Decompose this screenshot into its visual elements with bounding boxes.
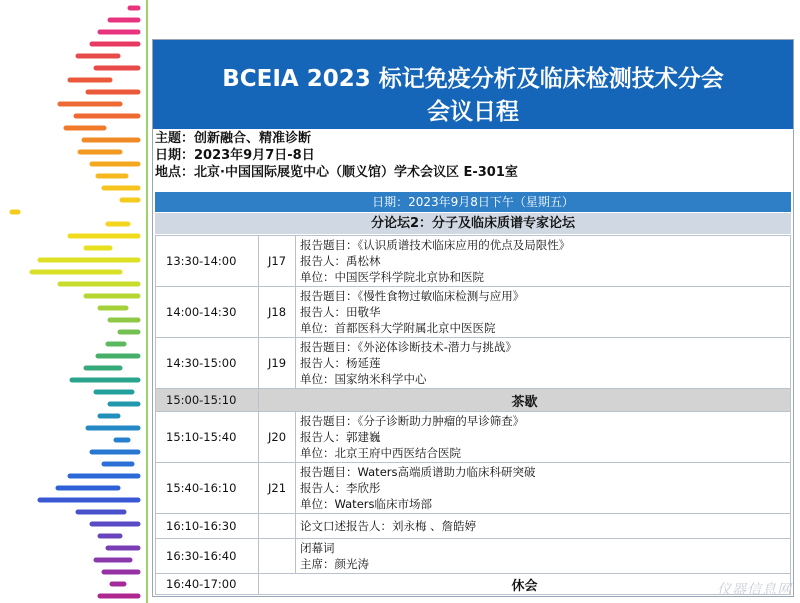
talk-speaker: 报告人：郭建巍 [300,430,381,444]
time-cell: 14:30-15:00 [156,338,259,389]
detail-cell [296,236,791,287]
watermark-logo: 仪器信息网 [717,582,792,598]
adjourn-label: 休会 [259,574,791,595]
time-cell: 15:40-16:10 [156,463,259,514]
detail-cell [296,287,791,338]
closing-chair: 主席：颜光涛 [300,557,369,571]
oral-report-row [156,514,791,539]
venue-line: 地点：北京·中国国际展览中心（顺义馆）学术会议区 E-301室 [155,165,518,180]
time-cell: 15:00-15:10 [156,389,259,412]
page-subtitle: 会议日程 [427,99,519,125]
time-cell: 14:00-14:30 [156,287,259,338]
talk-unit: 单位：国家纳米科学中心 [300,372,427,386]
date-line: 日期：2023年9月7日-8日 [155,148,315,163]
talk-unit: 单位：中国医学科学院北京协和医院 [300,270,484,284]
adjourn-row [156,574,791,595]
schedule-table [155,235,791,595]
detail-cell [296,412,791,463]
closing-title: 闭幕词 [300,541,335,555]
page-title: BCEIA 2023 标记免疫分析及临床检测技术分会 [222,66,724,92]
talk-speaker: 报告人：田敬华 [300,305,381,319]
table-row [156,412,791,463]
tea-break-row [156,389,791,412]
closing-cell [296,539,791,574]
title-banner [153,40,793,129]
code-cell: J19 [259,338,296,389]
talk-topic: 报告题目：《外泌体诊断技术-潜力与挑战》 [300,340,517,354]
detail-cell [296,338,791,389]
break-label: 茶歇 [259,389,791,412]
talk-topic: 报告题目：《分子诊断助力肿瘤的早诊筛查》 [300,414,525,428]
table-row [156,338,791,389]
code-cell [259,514,296,539]
detail-cell [296,463,791,514]
forum-title: 分论坛2：分子及临床质谱专家论坛 [155,213,791,234]
oral-report-text: 论文口述报告人：刘永梅 、詹皓婷 [296,514,791,539]
code-cell: J17 [259,236,296,287]
time-cell: 16:30-16:40 [156,539,259,574]
time-cell: 15:10-15:40 [156,412,259,463]
code-cell [259,539,296,574]
talk-speaker: 报告人：杨延莲 [300,356,381,370]
theme-line: 主题：创新融合、精准诊断 [155,131,312,146]
table-row [156,287,791,338]
decorative-bars-graphic [0,0,150,603]
meeting-info [155,130,791,181]
talk-unit: 单位：Waters临床市场部 [300,497,432,511]
code-cell: J18 [259,287,296,338]
table-row [156,236,791,287]
time-cell: 16:40-17:00 [156,574,259,595]
talk-topic: 报告题目：《认识质谱技术临床应用的优点及局限性》 [300,238,571,252]
divider-line [146,0,148,603]
code-cell: J20 [259,412,296,463]
closing-row [156,539,791,574]
time-cell: 13:30-14:00 [156,236,259,287]
schedule-card [152,39,794,597]
talk-unit: 单位：北京王府中西医结合医院 [300,446,461,460]
talk-speaker: 报告人：李欣彤 [300,481,381,495]
code-cell: J21 [259,463,296,514]
talk-speaker: 报告人：禹松林 [300,254,381,268]
talk-topic: 报告题目：《慢性食物过敏临床检测与应用》 [300,289,525,303]
talk-unit: 单位：首都医科大学附属北京中医医院 [300,321,496,335]
session-date-band: 日期：2023年9月8日下午（星期五） [155,192,791,212]
table-row [156,463,791,514]
talk-topic: 报告题目：Waters高端质谱助力临床科研突破 [300,465,536,479]
time-cell: 16:10-16:30 [156,514,259,539]
